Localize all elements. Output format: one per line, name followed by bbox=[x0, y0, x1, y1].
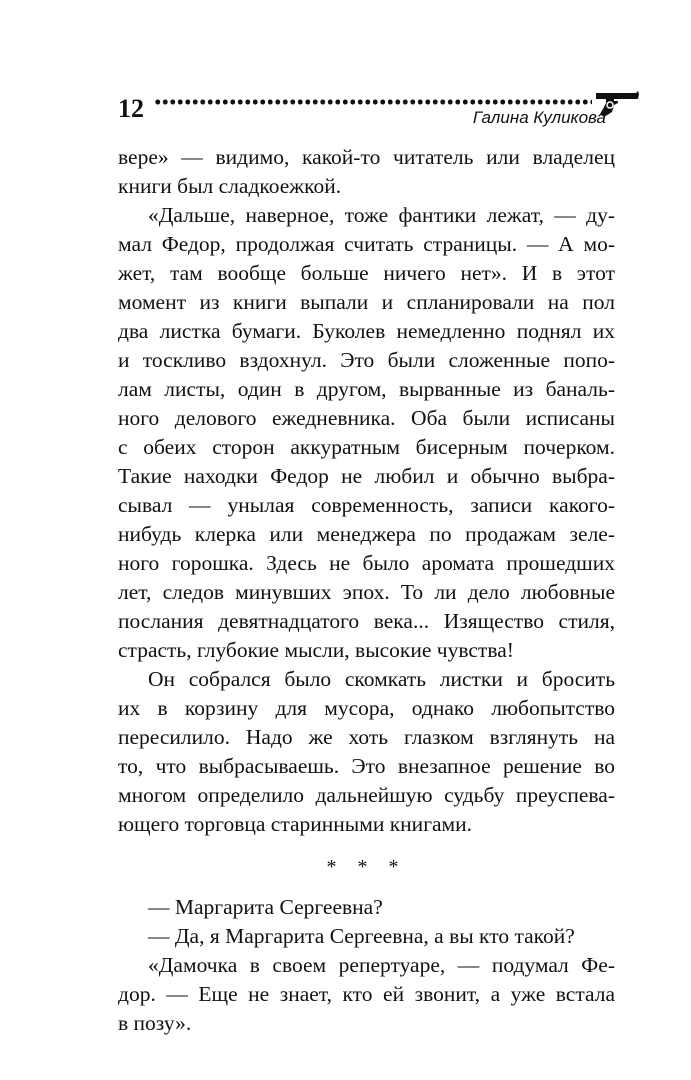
text-line: послания девятнадцатого века... Изящество стиля, bbox=[118, 609, 615, 633]
running-head-author: Галина Куликова bbox=[472, 108, 606, 127]
text-line: вере» — видимо, какой-то читатель или владелец bbox=[118, 145, 615, 169]
text-line: «Дамочка в своем репертуаре, — подумал Фе- bbox=[148, 953, 615, 977]
text-line: их в корзину для мусора, однако любопытство bbox=[118, 696, 615, 720]
text-line: нибудь клерка или менеджера по продажам зеле- bbox=[118, 522, 615, 546]
text-line: с обеих сторон аккуратным бисерным почерком. bbox=[118, 435, 615, 459]
text-line: ющего торговца старинными книгами. bbox=[118, 812, 473, 836]
text-line: момент из книги выпали и спланировали на пол bbox=[118, 290, 615, 314]
text-line: сывал — унылая современность, записи какого- bbox=[118, 493, 615, 517]
text-line: Такие находки Федор не любил и обычно выбра- bbox=[118, 464, 615, 488]
section-break-asterisks: * * * bbox=[326, 856, 407, 878]
text-line: лам листы, один в другом, вырванные из баналь- bbox=[118, 377, 615, 401]
text-line: многом определило дальнейшую судьбу преуспева- bbox=[118, 783, 615, 807]
text-line: страсть, глубокие мысли, высокие чувства! bbox=[118, 638, 514, 662]
text-line: дор. — Еще не знает, кто ей звонит, а уже встала bbox=[118, 982, 615, 1006]
text-line: два листка бумаги. Буколев немедленно поднял их bbox=[118, 319, 615, 343]
text-line: «Дальше, наверное, тоже фантики лежат, — ду- bbox=[148, 203, 615, 227]
text-line: в позу». bbox=[118, 1011, 192, 1035]
text-line: жет, там вообще больше ничего нет». И в этот bbox=[118, 261, 615, 285]
text-line: Он собрался было скомкать листки и бросить bbox=[148, 667, 615, 691]
text-line: пересилило. Надо же хоть глазком взглянуть на bbox=[118, 725, 615, 749]
dotted-rule bbox=[154, 98, 592, 106]
text-line: лет, следов минувших эпох. То ли дело любовные bbox=[118, 580, 615, 604]
text-line: то, что выбрасываешь. Это внезапное решение во bbox=[118, 754, 615, 778]
text-line: — Да, я Маргарита Сергеевна, а вы кто такой? bbox=[148, 924, 575, 948]
text-line: ного делового ежедневника. Оба были исписаны bbox=[118, 406, 615, 430]
running-header bbox=[118, 94, 628, 134]
text-line: и тоскливо вздохнул. Это были сложенные попо- bbox=[118, 348, 615, 372]
body-text bbox=[118, 143, 615, 1038]
page-number: 12 bbox=[118, 94, 144, 123]
text-line: ного горошка. Здесь не было аромата прошедших bbox=[118, 551, 615, 575]
text-line: книги был сладкоежкой. bbox=[118, 174, 342, 198]
text-line: — Маргарита Сергеевна? bbox=[148, 895, 383, 919]
text-line: мал Федор, продолжая считать страницы. — А мо- bbox=[118, 232, 615, 256]
